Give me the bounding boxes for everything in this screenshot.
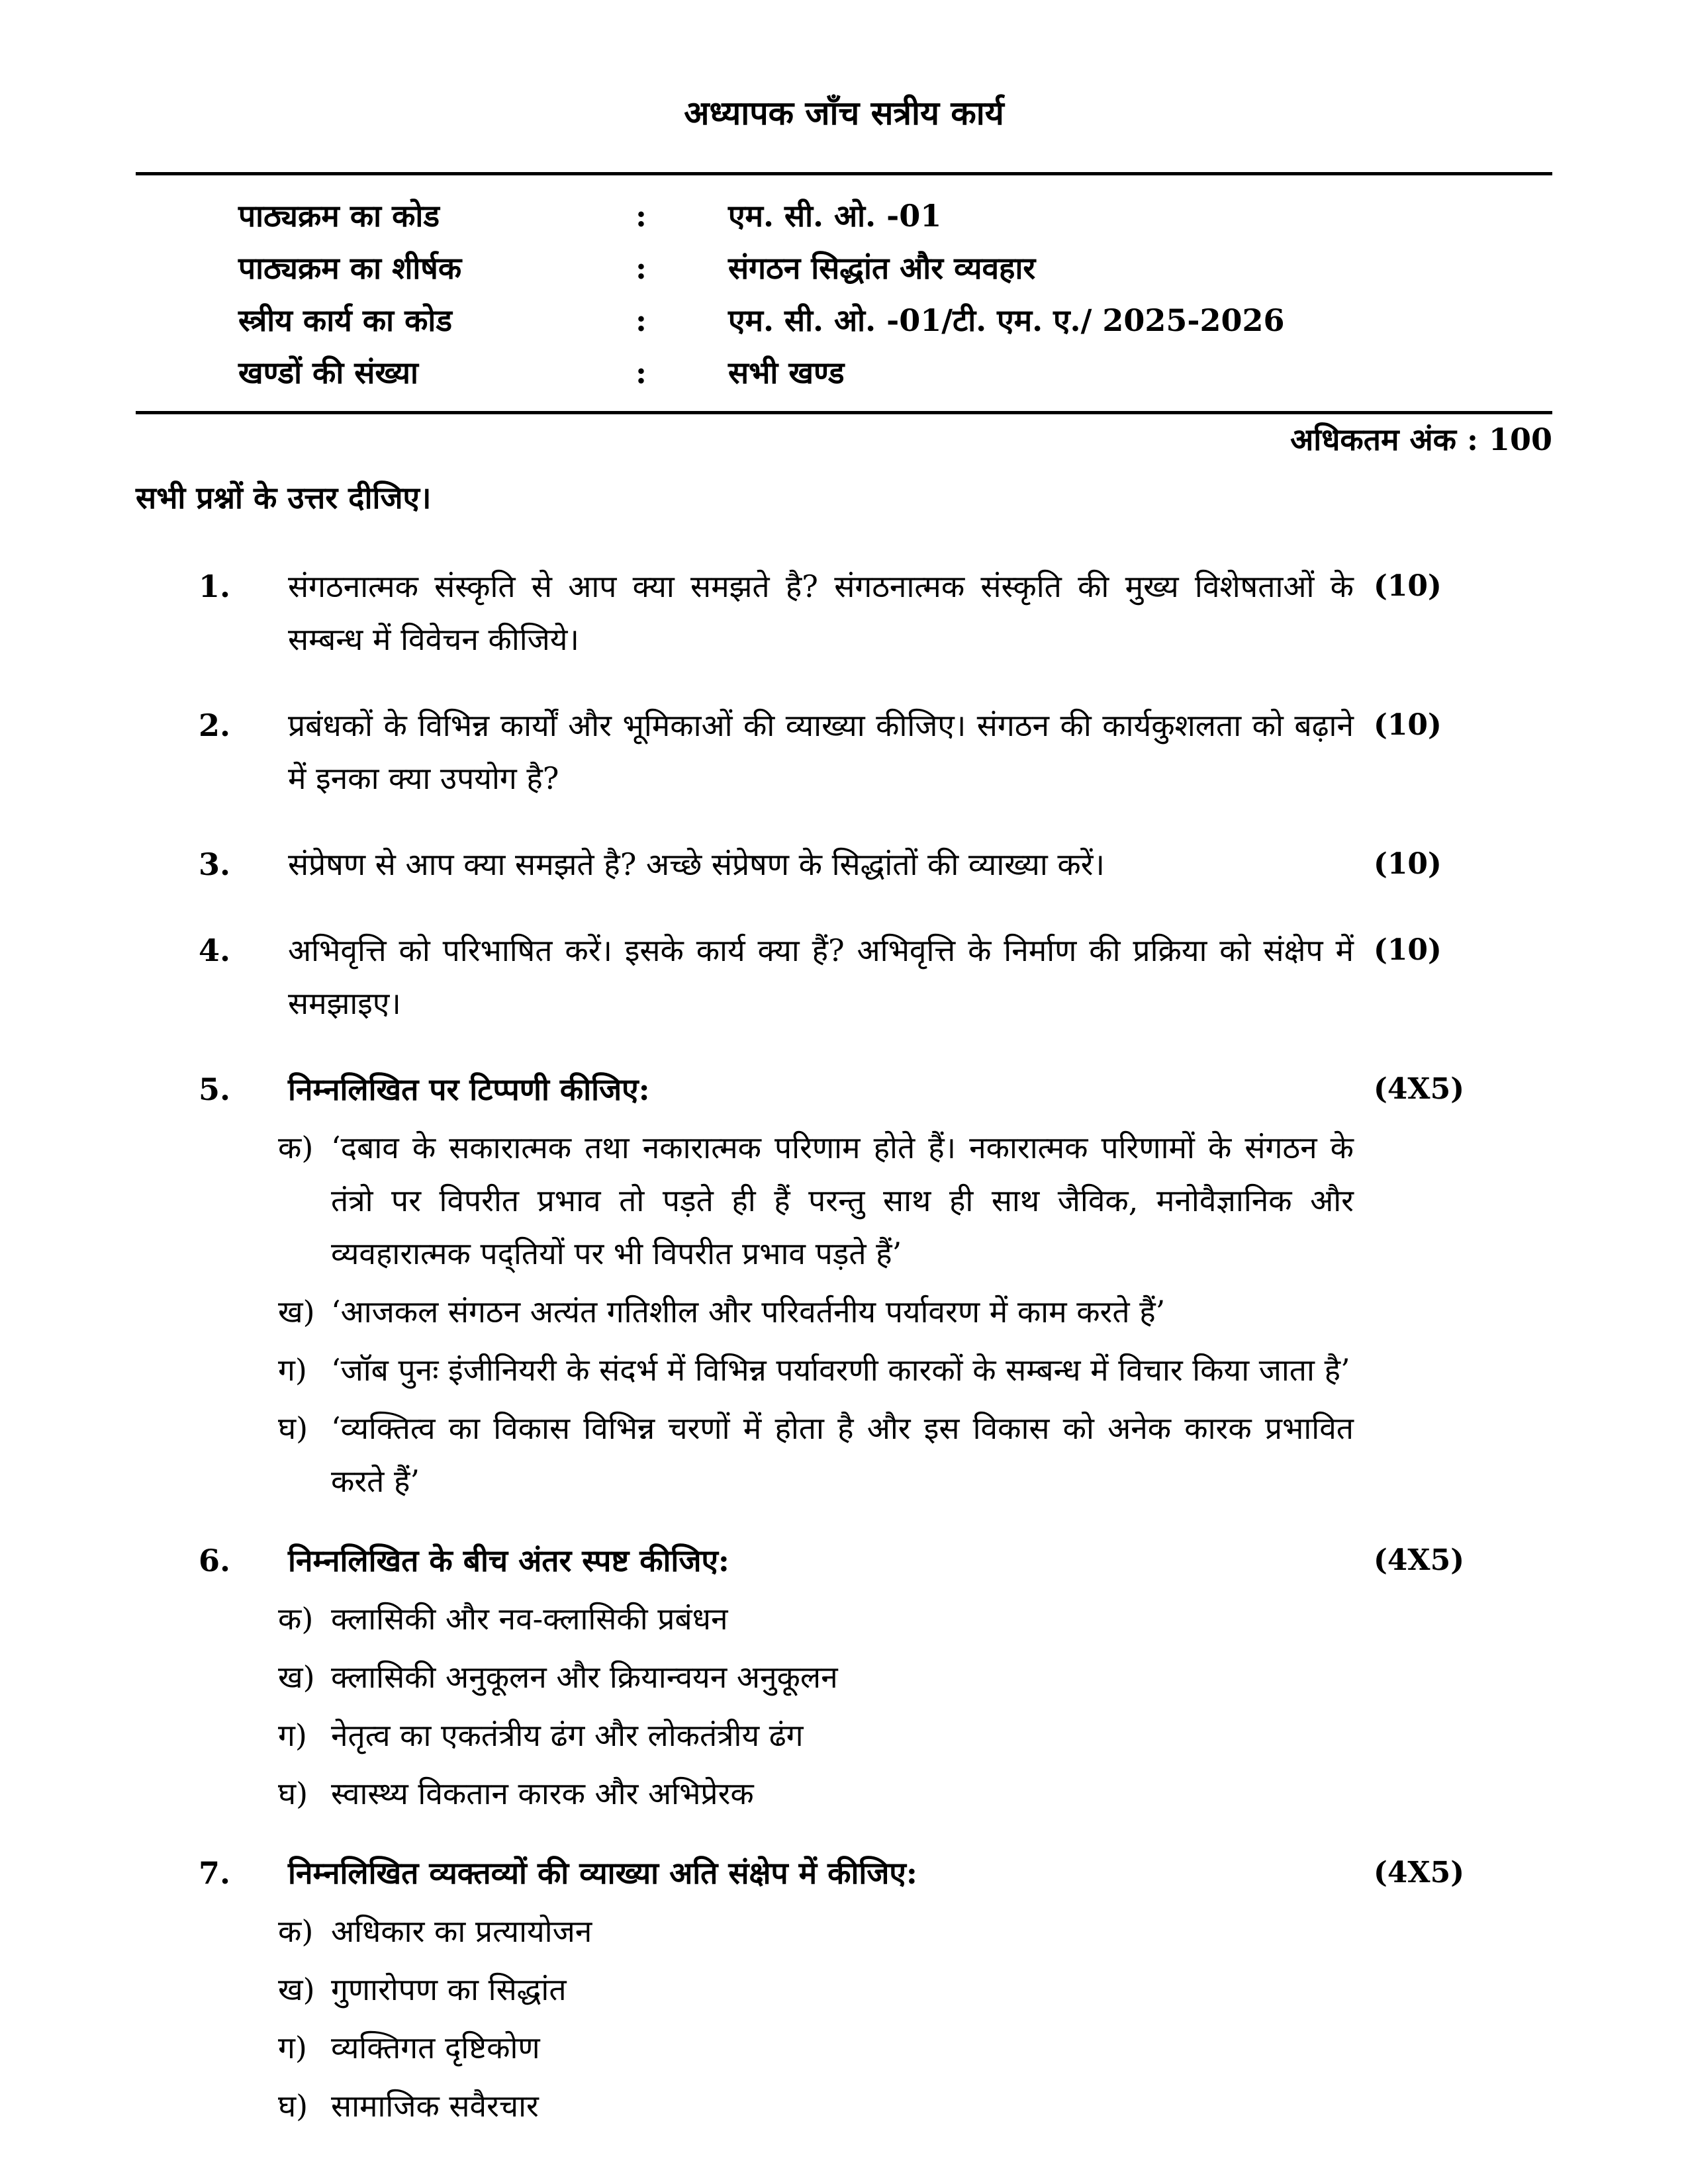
question-heading: निम्नलिखित व्यक्तव्यों की व्याख्या अति संक्षेप में कीजिए: <box>288 1855 917 1891</box>
sub-item-label: घ) <box>278 2088 308 2124</box>
assignment-code-label: स्त्रीय कार्य का कोड <box>238 302 452 338</box>
max-marks-label: अधिकतम अंक : 100 <box>1290 422 1552 457</box>
sub-item-text: क्लासिकी अनुकूलन और क्रियान्वयन अनुकूलन <box>331 1659 838 1695</box>
question-marks: (10) <box>1374 933 1442 967</box>
sub-item-5c <box>278 1343 1354 1396</box>
separator-colon: : <box>635 250 647 286</box>
sub-item-text: ‘आजकल संगठन अत्यंत गतिशील और परिवर्तनीय पर्यावरण में काम करते हैं’ <box>331 1294 1166 1330</box>
question-marks: (4X5) <box>1374 1543 1465 1577</box>
course-header-info <box>136 175 1552 411</box>
separator-colon: : <box>635 198 647 234</box>
sub-item-text: ‘दबाव के सकारात्मक तथा नकारात्मक परिणाम होते हैं। नकारात्मक परिणामों के संगठन के तंत्रो पर विपरीत प्रभाव तो पड़ते ही हैं परन्तु साथ ही साथ जैविक, मनोवैज्ञानिक और व्यवहारात्मक पद्तियों पर भी विपरीत प्रभाव पड़ते हैं’ <box>331 1130 1354 1271</box>
sub-item-7b <box>278 1963 1354 2016</box>
sub-item-label: ख) <box>278 1972 315 2007</box>
sections-count-value: सभी खण्ड <box>728 355 845 390</box>
sub-item-label: घ) <box>278 1776 308 1811</box>
question-marks: (10) <box>1374 708 1442 742</box>
question-marks: (4X5) <box>1374 1072 1465 1106</box>
question-6-subitems <box>278 1592 1354 1820</box>
sub-item-label: ख) <box>278 1659 315 1695</box>
question-heading: निम्नलिखित के बीच अंतर स्पष्ट कीजिए: <box>288 1543 729 1578</box>
separator-colon: : <box>635 355 647 390</box>
sections-count-row <box>238 347 1552 399</box>
question-row-7 <box>199 1846 1552 1899</box>
question-5-subitems <box>278 1121 1354 1508</box>
question-row-3 <box>199 838 1552 891</box>
sub-item-6d <box>278 1767 1354 1820</box>
assignment-code-row <box>238 295 1552 347</box>
sub-item-7c <box>278 2021 1354 2074</box>
assignment-code-value: एम. सी. ओ. -01/टी. एम. ए./ 2025-2026 <box>728 302 1285 338</box>
sub-item-5a <box>278 1121 1354 1280</box>
sub-item-5b <box>278 1285 1354 1338</box>
question-text: संप्रेषण से आप क्या समझते है? अच्छे संप्रेषण के सिद्धांतों की व्याख्या करें। <box>288 846 1105 882</box>
separator-colon: : <box>635 302 647 338</box>
question-heading: निम्नलिखित पर टिप्पणी कीजिए: <box>288 1071 650 1107</box>
question-text: संगठनात्मक संस्कृति से आप क्या समझते है? संगठनात्मक संस्कृति की मुख्य विशेषताओं के सम्बन्ध में विवेचन कीजिये। <box>288 569 1354 657</box>
course-code-value: एम. सी. ओ. -01 <box>728 198 942 234</box>
course-title-row <box>238 242 1552 295</box>
sub-item-text: व्यक्तिगत दृष्टिकोण <box>331 2030 540 2066</box>
sub-item-text: स्वास्थ्य विकतान कारक और अभिप्रेरक <box>331 1776 754 1811</box>
sub-item-text: सामाजिक सवैरचार <box>331 2088 539 2124</box>
sub-item-label: घ) <box>278 1410 308 1446</box>
sub-item-label: क) <box>278 1601 314 1637</box>
question-number: 1. <box>199 569 231 604</box>
sub-item-label: ख) <box>278 1294 315 1330</box>
course-code-row <box>238 190 1552 242</box>
sub-item-text: नेतृत्व का एकतंत्रीय ढंग और लोकतंत्रीय ढंग <box>331 1717 804 1753</box>
sub-item-label: ग) <box>278 1352 307 1388</box>
question-row-6 <box>199 1534 1552 1587</box>
sub-item-6c <box>278 1709 1354 1762</box>
sub-item-text: ‘व्यक्तित्व का विकास विभिन्न चरणों में होता है और इस विकास को अनेक कारक प्रभावित करते हैं’ <box>331 1410 1354 1499</box>
question-number: 3. <box>199 846 231 882</box>
sub-item-text: अधिकार का प्रत्यायोजन <box>331 1913 592 1949</box>
page-title: अध्यापक जाँच सत्रीय कार्य <box>684 93 1004 132</box>
question-marks: (4X5) <box>1374 1856 1465 1889</box>
sub-item-text: ‘जॉब पुनः इंजीनियरी के संदर्भ में विभिन्न पर्यावरणी कारकों के सम्बन्ध में विचार किया जाता है’ <box>331 1352 1350 1388</box>
course-title-value: संगठन सिद्धांत और व्यवहार <box>728 250 1036 286</box>
question-text: प्रबंधकों के विभिन्न कार्यों और भूमिकाओं की व्याख्या कीजिए। संगठन की कार्यकुशलता को बढ़ाने में इनका क्या उपयोग है? <box>288 707 1354 796</box>
sub-item-label: क) <box>278 1130 314 1165</box>
sections-count-label: खण्डों की संख्या <box>238 355 418 390</box>
sub-item-6a <box>278 1592 1354 1645</box>
sub-item-5d <box>278 1402 1354 1508</box>
sub-item-text: क्लासिकी और नव-क्लासिकी प्रबंधन <box>331 1601 728 1637</box>
course-code-label: पाठ्यक्रम का कोड <box>238 198 440 234</box>
sub-item-label: क) <box>278 1913 314 1949</box>
sub-item-label: ग) <box>278 1717 307 1753</box>
sub-item-label: ग) <box>278 2030 307 2066</box>
course-title-label: पाठ्यक्रम का शीर्षक <box>238 250 462 286</box>
question-row-1 <box>199 560 1552 666</box>
question-list <box>136 560 1552 2132</box>
question-7-subitems <box>278 1905 1354 2132</box>
divider-header-bottom <box>136 411 1552 414</box>
sub-item-7a <box>278 1905 1354 1958</box>
question-row-4 <box>199 924 1552 1030</box>
question-marks: (10) <box>1374 569 1442 603</box>
sub-item-text: गुणारोपण का सिद्धांत <box>331 1972 567 2007</box>
question-row-2 <box>199 699 1552 805</box>
question-text: अभिवृत्ति को परिभाषित करें। इसके कार्य क्या हैं? अभिवृत्ति के निर्माण की प्रक्रिया को संक्षेप में समझाइए। <box>288 933 1354 1021</box>
question-number: 4. <box>199 933 231 968</box>
question-number: 5. <box>199 1071 231 1107</box>
question-number: 7. <box>199 1855 231 1891</box>
question-number: 6. <box>199 1543 231 1578</box>
answer-all-instruction: सभी प्रश्नों के उत्तर दीजिए। <box>136 480 432 516</box>
sub-item-7d <box>278 2079 1354 2132</box>
question-row-5 <box>199 1063 1552 1116</box>
question-marks: (10) <box>1374 847 1442 881</box>
question-number: 2. <box>199 707 231 743</box>
sub-item-6b <box>278 1651 1354 1704</box>
